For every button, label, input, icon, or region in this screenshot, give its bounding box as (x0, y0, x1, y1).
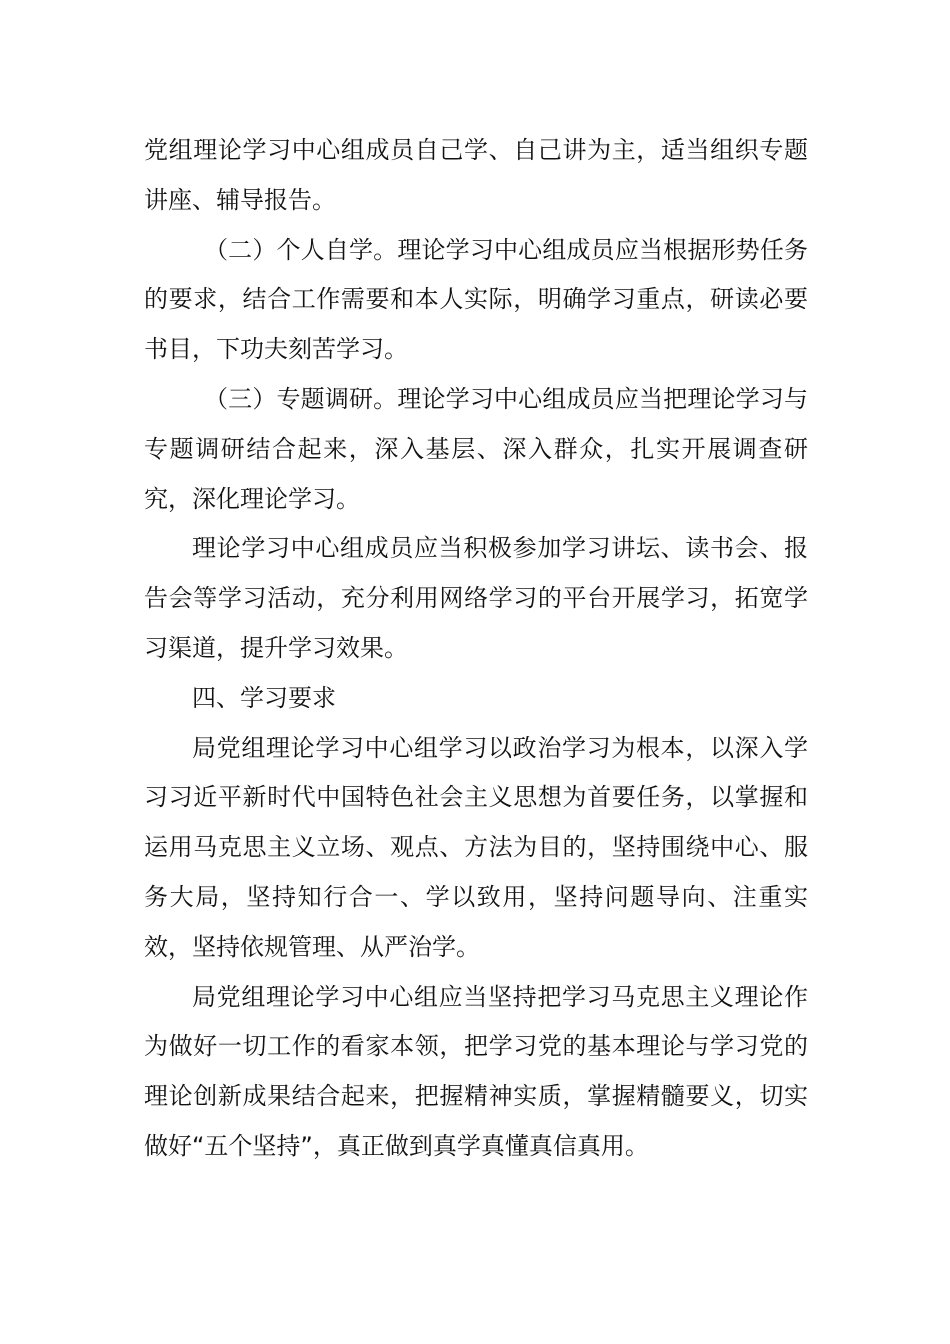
paragraph-continuation: 党组理论学习中心组成员自己学、自己讲为主，适当组织专题讲座、辅导报告。 (144, 136, 808, 214)
document-body (144, 126, 808, 1172)
paragraph-learning-activities: 理论学习中心组成员应当积极参加学习讲坛、读书会、报告会等学习活动，充分利用网络学习的平台开展学习，拓宽学习渠道，提升学习效果。 (144, 534, 808, 662)
paragraph-personal-study: （二）个人自学。理论学习中心组成员应当根据形势任务的要求，结合工作需要和本人实际，明确学习重点，研读必要书目，下功夫刻苦学习。 (144, 235, 808, 364)
paragraph-special-research: （三）专题调研。理论学习中心组成员应当把理论学习与专题调研结合起来，深入基层、深入群众，扎实开展调查研究，深化理论学习。 (144, 384, 808, 513)
section-heading-learning-requirements: 四、学习要求 (192, 683, 336, 712)
paragraph-marxist-theory: 局党组理论学习中心组应当坚持把学习马克思主义理论作为做好一切工作的看家本领，把学习党的基本理论与学习党的理论创新成果结合起来，把握精神实质，掌握精髓要义，切实做好“五个坚持”，真正做到真学真懂真信真用。 (144, 982, 808, 1160)
paragraph-political-study: 局党组理论学习中心组学习以政治学习为根本，以深入学习习近平新时代中国特色社会主义思想为首要任务，以掌握和运用马克思主义立场、观点、方法为目的，坚持围绕中心、服务大局，坚持知行合一、学以致用，坚持问题导向、注重实效，坚持依规管理、从严治学。 (144, 733, 808, 961)
